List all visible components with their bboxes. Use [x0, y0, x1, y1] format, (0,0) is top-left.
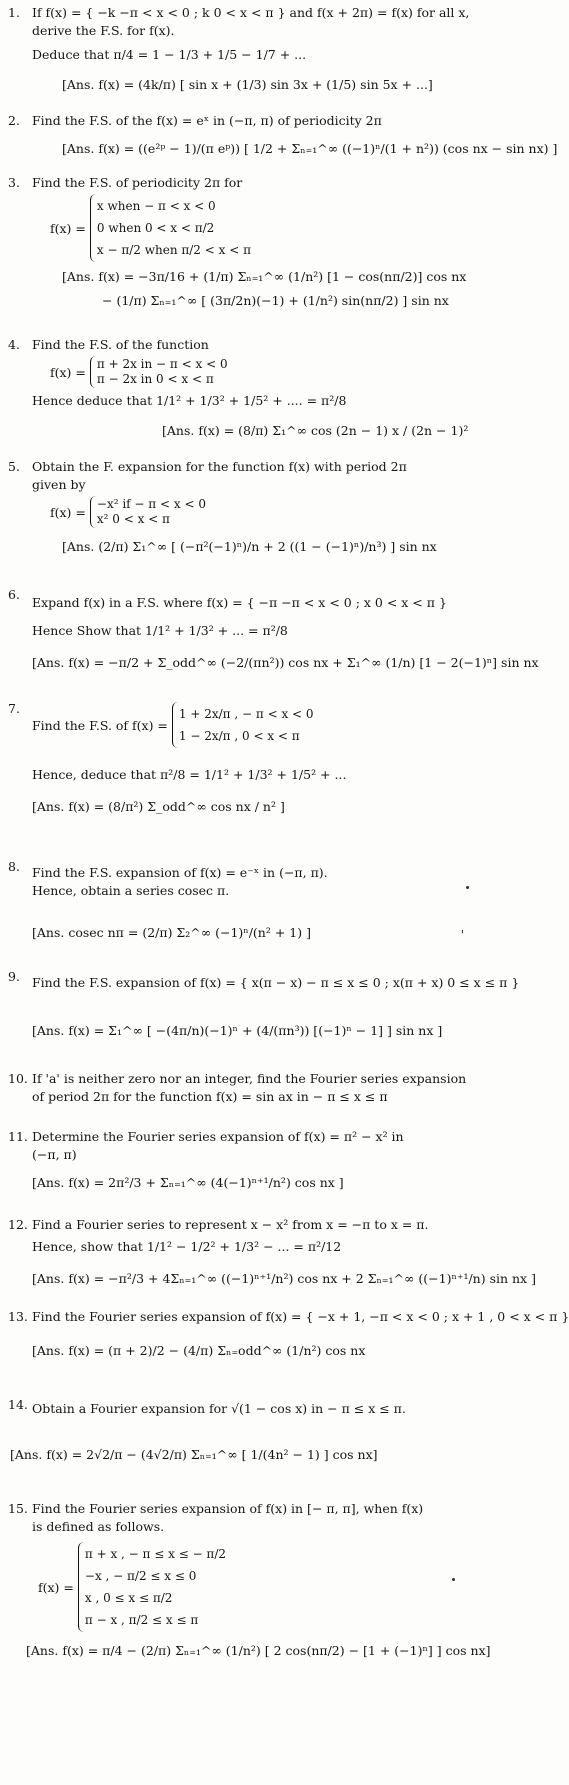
problem-11 — [8, 1128, 466, 1216]
margin-mark: ' — [460, 928, 464, 942]
problem-8 — [8, 858, 466, 968]
problem-text: Find the F.S. of the f(x) = eˣ in (−π, π) of periodicity 2π — [32, 113, 382, 128]
case: x when − π < x < 0 — [96, 199, 216, 213]
answer: [Ans. cosec nπ = (2/π) Σ₂^∞ (−1)ⁿ/(n² + 1) ] — [32, 925, 311, 940]
problem-4 — [8, 336, 469, 458]
problem-text: derive the F.S. for f(x). — [32, 23, 175, 38]
brace — [90, 496, 206, 528]
answer: [Ans. f(x) = (4k/π) [ sin x + (1/3) sin 3x + (1/5) sin 5x + ...] — [62, 77, 433, 92]
piecewise-function — [32, 702, 466, 748]
problem-number: 8. — [8, 859, 20, 874]
problem-text: Hence deduce that 1/1² + 1/3² + 1/5² + .... = π²/8 — [32, 393, 347, 408]
problem-text: Find the F.S. of the function — [32, 337, 209, 352]
problem-number: 13. — [8, 1309, 28, 1324]
problem-number: 15. — [8, 1501, 28, 1516]
problem-number: 12. — [8, 1217, 28, 1232]
brace — [78, 1542, 226, 1632]
problem-number: 4. — [8, 337, 20, 352]
answer: [Ans. f(x) = (8/π) Σ₁^∞ cos (2n − 1) x / (2n − 1)² — [162, 423, 469, 438]
case: π + x , − π ≤ x ≤ − π/2 — [84, 1547, 226, 1561]
problem-15 — [8, 1500, 491, 1716]
problem-text: Find the Fourier series expansion of f(x) = { −x + 1, −π < x < 0 ; x + 1 , 0 < x < π } — [32, 1309, 569, 1324]
answer: [Ans. f(x) = −π²/3 + 4Σₙ₌₁^∞ ((−1)ⁿ⁺¹/n²) cos nx + 2 Σₙ₌₁^∞ ((−1)ⁿ⁺¹/n) sin nx ] — [32, 1271, 536, 1286]
problem-10 — [8, 1070, 466, 1128]
problem-text: (−π, π) — [32, 1147, 77, 1162]
problem-text: Find the Fourier series expansion of f(x) in [− π, π], when f(x) — [32, 1501, 424, 1516]
problem-number: 10. — [8, 1071, 28, 1086]
problem-text: of period 2π for the function f(x) = sin ax in − π ≤ x ≤ π — [32, 1089, 388, 1104]
answer: [Ans. f(x) = 2π²/3 + Σₙ₌₁^∞ (4(−1)ⁿ⁺¹/n²) cos nx ] — [32, 1175, 344, 1190]
problem-number: 3. — [8, 175, 20, 190]
problem-13 — [8, 1308, 569, 1396]
case: 0 when 0 < x < π/2 — [96, 221, 215, 235]
problem-number: 1. — [8, 5, 20, 20]
answer: [Ans. f(x) = Σ₁^∞ [ −(4π/n)(−1)ⁿ + (4/(πn³)) [(−1)ⁿ − 1] ] sin nx ] — [32, 1023, 443, 1038]
answer: [Ans. (2/π) Σ₁^∞ [ (−π²(−1)ⁿ)/n + 2 ((1 − (−1)ⁿ)/n³) ] sin nx — [62, 539, 437, 554]
piecewise-function — [38, 1542, 466, 1632]
answer: [Ans. f(x) = 2√2/π − (4√2/π) Σₙ₌₁^∞ [ 1/(4n² − 1) ] cos nx] — [10, 1447, 378, 1462]
problem-5 — [8, 458, 466, 586]
problem-number: 14. — [8, 1397, 28, 1412]
problem-text: Obtain the F. expansion for the function f(x) with period 2π — [32, 459, 407, 474]
problem-text: Find a Fourier series to represent x − x² from x = −π to x = π. — [32, 1217, 429, 1232]
problem-text: given by — [32, 477, 86, 492]
case: x , 0 ≤ x ≤ π/2 — [84, 1591, 173, 1605]
problem-text: If f(x) = { −k −π < x < 0 ; k 0 < x < π } and f(x + 2π) = f(x) for all x, — [32, 5, 470, 20]
problem-3 — [8, 174, 466, 336]
brace — [90, 194, 251, 262]
scan-speck — [452, 1578, 455, 1581]
answer: [Ans. f(x) = −3π/16 + (1/π) Σₙ₌₁^∞ (1/n²) [1 − cos(nπ/2)] cos nx — [62, 269, 467, 284]
problem-text: If 'a' is neither zero nor an integer, find the Fourier series expansion — [32, 1071, 467, 1086]
problem-text: Hence Show that 1/1² + 1/3² + ... = π²/8 — [32, 623, 288, 638]
problem-2 — [8, 112, 558, 174]
function-label: f(x) = — [50, 504, 86, 520]
brace — [172, 702, 314, 748]
problem-14 — [8, 1396, 466, 1500]
problem-text: Find the F.S. of f(x) = — [32, 717, 168, 733]
brace — [90, 356, 228, 388]
problem-text: Determine the Fourier series expansion of f(x) = π² − x² in — [32, 1129, 404, 1144]
problem-text: Find the F.S. expansion of f(x) = { x(π − x) − π ≤ x ≤ 0 ; x(π + x) 0 ≤ x ≤ π } — [32, 975, 520, 990]
problem-text: Obtain a Fourier expansion for √(1 − cos x) in − π ≤ x ≤ π. — [32, 1401, 406, 1416]
answer: [Ans. f(x) = (8/π²) Σ_odd^∞ cos nx / n² ] — [32, 799, 285, 814]
function-label: f(x) = — [38, 1579, 74, 1595]
piecewise-function — [50, 496, 466, 528]
answer: [Ans. f(x) = (π + 2)/2 − (4/π) Σₙ₌odd^∞ (1/n²) cos nx — [32, 1343, 366, 1358]
scan-speck — [466, 886, 469, 889]
case: x² 0 < x < π — [96, 512, 170, 526]
problem-number: 9. — [8, 969, 20, 984]
answer-continued: − (1/π) Σₙ₌₁^∞ [ (3π/2n)(−1) + (1/n²) sin(nπ/2) ] sin nx — [102, 293, 449, 308]
answer: [Ans. f(x) = −π/2 + Σ_odd^∞ (−2/(πn²)) cos nx + Σ₁^∞ (1/n) [1 − 2(−1)ⁿ] sin nx — [32, 655, 539, 670]
answer: [Ans. f(x) = ((e²ᵖ − 1)/(π eᵖ)) [ 1/2 + Σₙ₌₁^∞ ((−1)ⁿ/(1 + n²)) (cos nx − sin nx) ] — [62, 141, 558, 156]
answer: [Ans. f(x) = π/4 − (2/π) Σₙ₌₁^∞ (1/n²) [ 2 cos(nπ/2) − [1 + (−1)ⁿ] ] cos nx] — [26, 1643, 491, 1658]
case: x − π/2 when π/2 < x < π — [96, 243, 251, 257]
case: −x² if − π < x < 0 — [96, 497, 206, 511]
case: π − x , π/2 ≤ x ≤ π — [84, 1613, 199, 1627]
problem-number: 5. — [8, 459, 20, 474]
function-label: f(x) = — [50, 364, 86, 380]
problem-number: 11. — [8, 1129, 28, 1144]
problem-7 — [8, 700, 466, 858]
problem-9 — [8, 968, 520, 1070]
piecewise-function — [50, 194, 466, 262]
problem-number: 2. — [8, 113, 20, 128]
problem-text: is defined as follows. — [32, 1519, 165, 1534]
problem-number: 6. — [8, 587, 20, 602]
problem-text: Deduce that π/4 = 1 − 1/3 + 1/5 − 1/7 + ... — [32, 47, 307, 62]
problem-12 — [8, 1216, 536, 1308]
problem-text: Find the F.S. of periodicity 2π for — [32, 175, 243, 190]
problem-text: Expand f(x) in a F.S. where f(x) = { −π −π < x < 0 ; x 0 < x < π } — [32, 595, 447, 610]
problem-1 — [8, 4, 470, 112]
problem-text: Hence, show that 1/1² − 1/2² + 1/3² − ... = π²/12 — [32, 1239, 342, 1254]
case: π − 2x in 0 < x < π — [96, 372, 214, 386]
piecewise-function — [50, 356, 466, 388]
case: −x , − π/2 ≤ x ≤ 0 — [84, 1569, 197, 1583]
problem-text: Hence, deduce that π²/8 = 1/1² + 1/3² + 1/5² + ... — [32, 767, 347, 782]
problem-6 — [8, 586, 539, 700]
function-label: f(x) = — [50, 220, 86, 236]
case: 1 + 2x/π , − π < x < 0 — [178, 707, 314, 721]
case: π + 2x in − π < x < 0 — [96, 357, 228, 371]
problem-text: Find the F.S. expansion of f(x) = e⁻ˣ in (−π, π). — [32, 865, 328, 880]
problem-number: 7. — [8, 701, 20, 716]
problem-text: Hence, obtain a series cosec π. — [32, 883, 230, 898]
case: 1 − 2x/π , 0 < x < π — [178, 729, 300, 743]
